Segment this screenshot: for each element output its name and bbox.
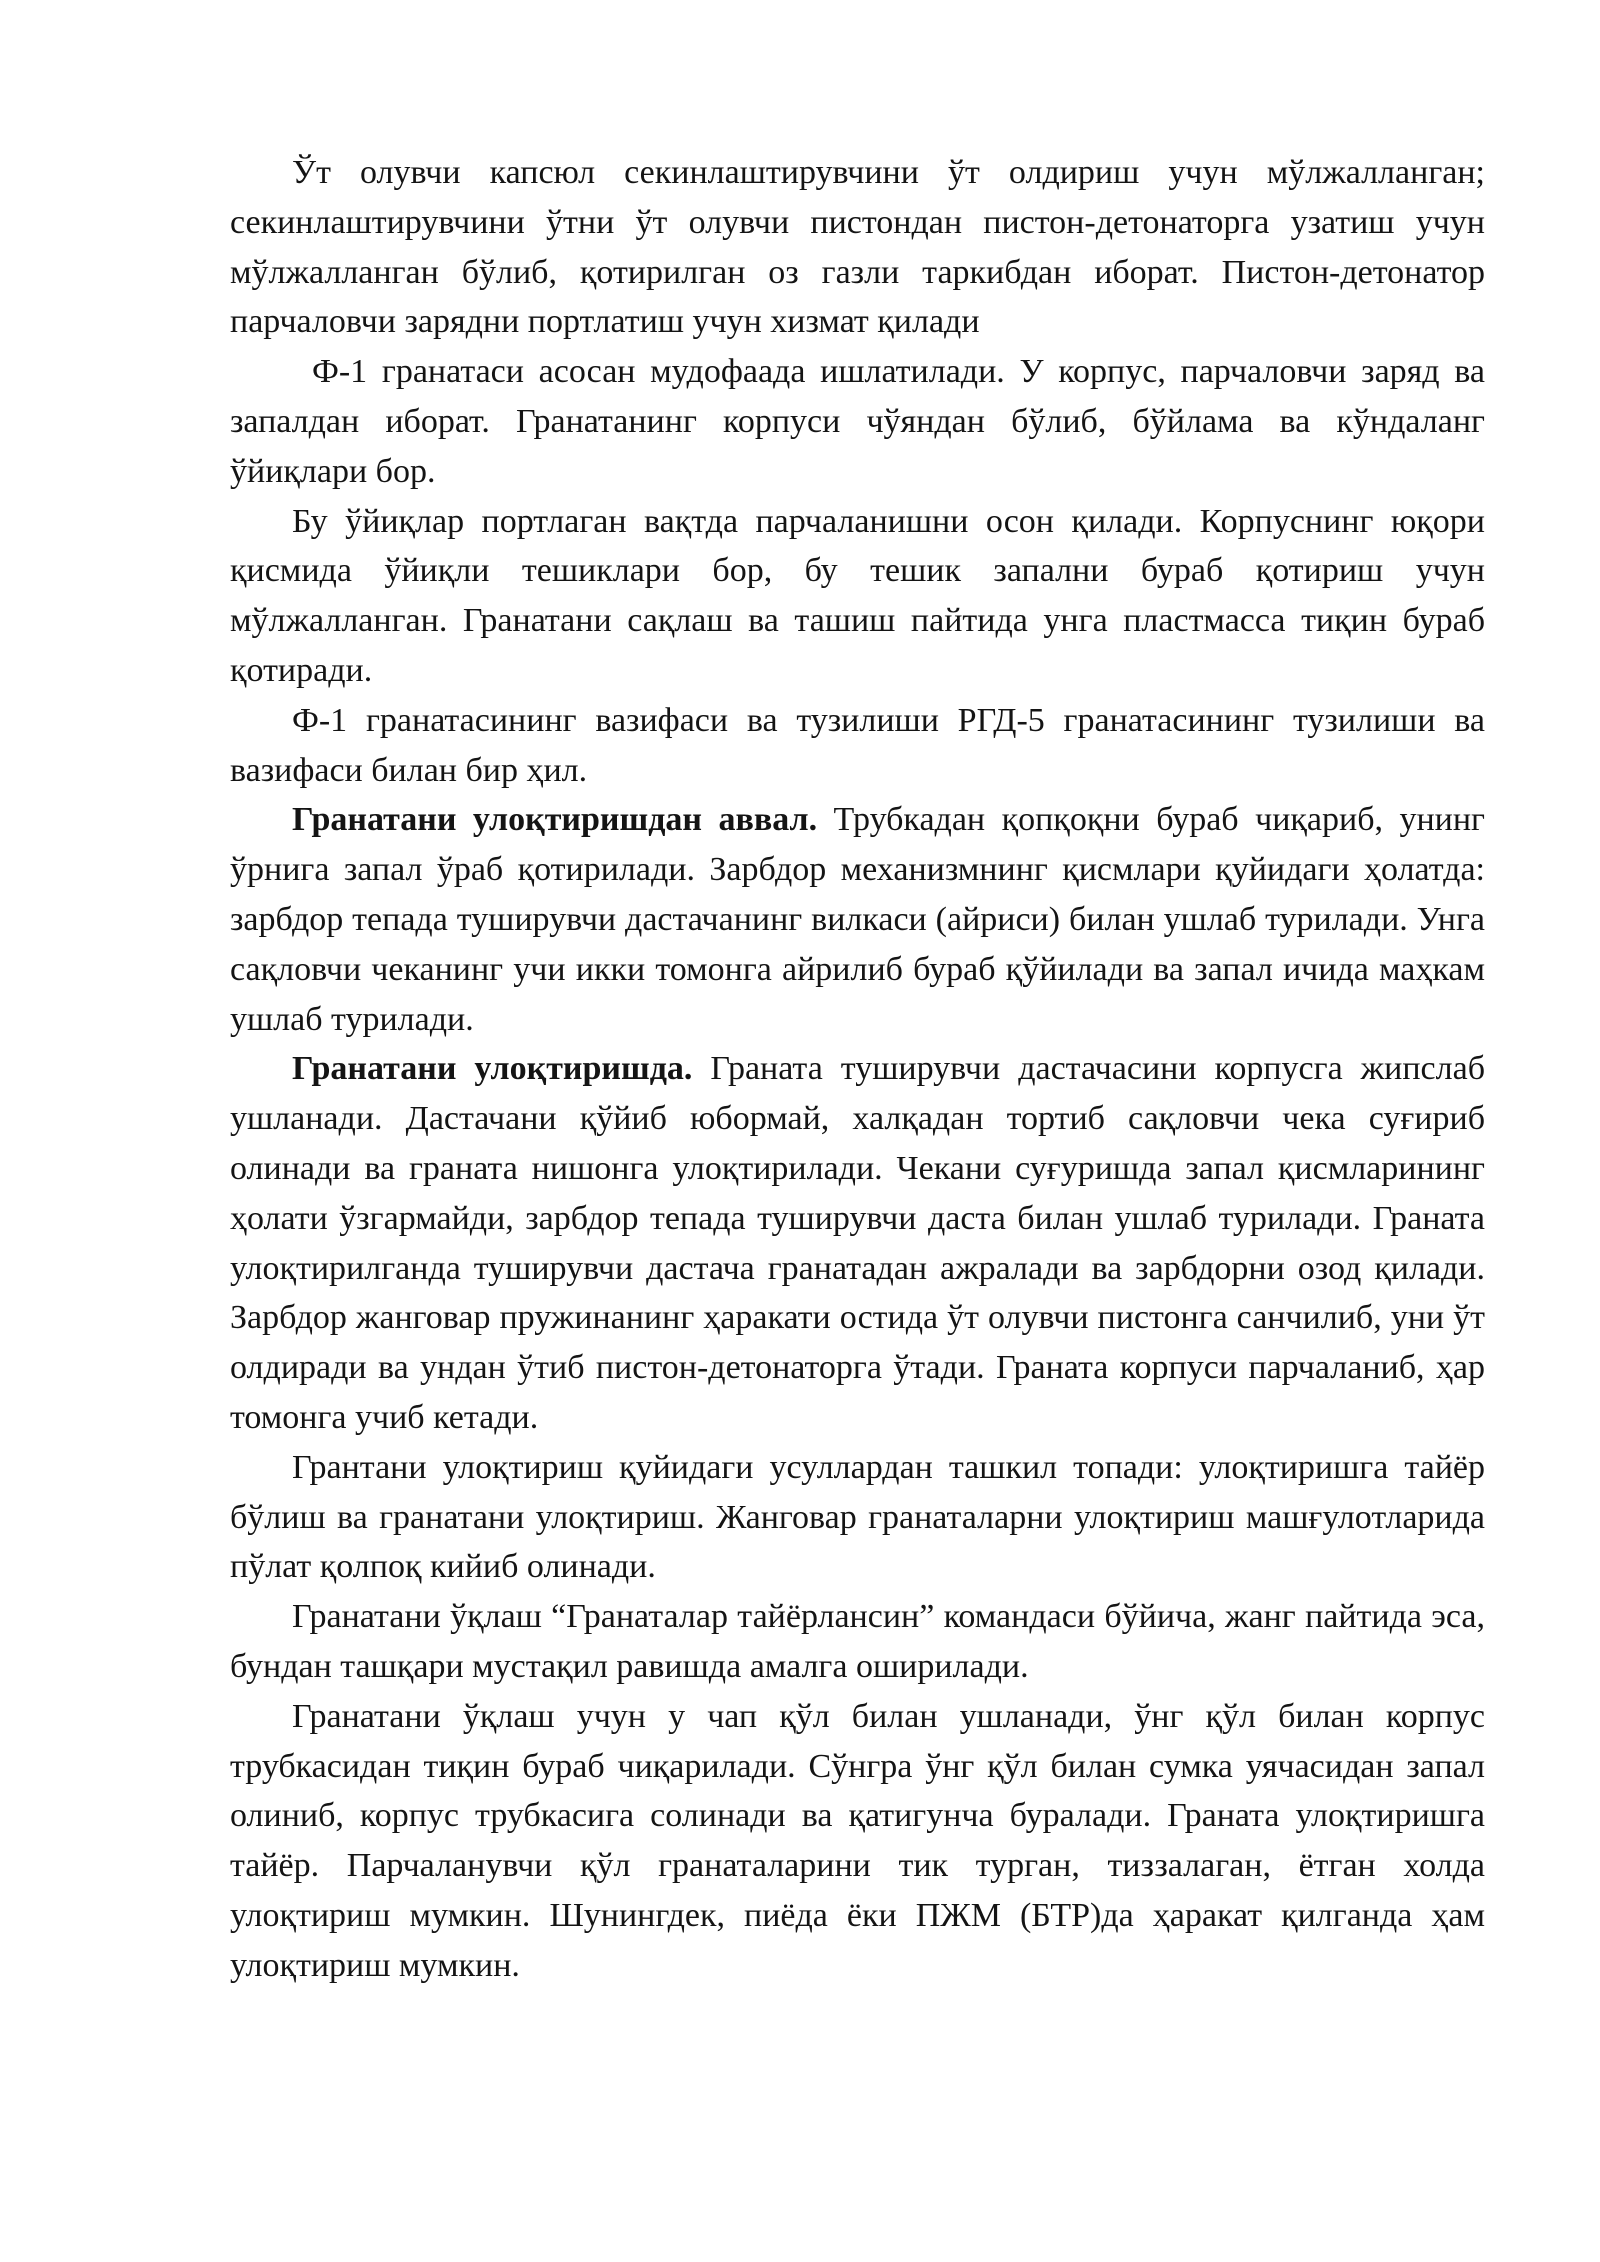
paragraph-lead-heading: Гранатани улоқтиришда. [292,1050,693,1088]
paragraph-text: Ўт олувчи капсюл секинлаштирувчини ўт олдириш учун мўлжалланган; секинлаштирувчини ўтни ўт олувчи пистондан пистон-детонаторга узатиш учун мўлжалланган бўлиб, қотирилган оз газли таркибдан иборат. Пистон-детонатор парчаловчи зарядни портлатиш учун хизмат қилади [230,154,1485,341]
document-page [230,148,1485,1990]
paragraph-text: Гранатани ўқлаш “Гранаталар тайёрлансин” командаси бўйича, жанг пайтида эса, бундан ташқари мустақил равишда амалга оширилади. [230,1598,1485,1685]
paragraph-grooves [230,497,1485,696]
paragraph-lead-heading: Гранатани улоқтиришдан аввал. [292,801,818,839]
paragraph-f1-grenade [230,347,1485,496]
paragraph-f1-vs-rgd5 [230,696,1485,796]
paragraph-text: Ф-1 гранатасининг вазифаси ва тузилиши РГД-5 гранатасининг тузилиши ва вазифаси билан бир ҳил. [230,701,1485,789]
paragraph-text: Бу ўйиқлар портлаган вақтда парчаланишни осон қилади. Корпуснинг юқори қисмида ўйиқли тешиклари бор, бу тешик запални бураб қотириш учун мўлжалланган. Гранатани сақлаш ва ташиш пайтида унга пластмасса тиқин бураб қотиради. [230,502,1485,689]
paragraph-capsule [230,148,1485,347]
paragraph-loading-procedure [230,1692,1485,1991]
paragraph-text: Ф-1 гранатаси асосан мудофаада ишлатилади. У корпус, парчаловчи заряд ва запалдан иборат. Гранатанинг корпуси чўяндан бўлиб, бўйлама ва кўндаланг ўйиқлари бор. [230,353,1485,490]
paragraph-text: Граната туширувчи дастачасини корпусга жипслаб ушланади. Дастачани қўйиб юбормай, халқадан тортиб сақловчи чека суғириб олинади ва граната нишонга улоқтирилади. Чекани суғуришда запал қисмларининг ҳолати ўзгармайди, зарбдор тепада туширувчи даста билан ушлаб турилади. Граната улоқтирилганда туширувчи дастача гранатадан ажралади ва зарбдорни озод қилади. Зарбдор жанговар пружинанинг ҳаракати остида ўт олувчи пистонга санчилиб, уни ўт олдиради ва ундан ўтиб пистон-детонаторга ўтади. Граната корпуси парчаланиб, ҳар томонга учиб кетади. [230,1050,1485,1436]
paragraph-loading-command [230,1592,1485,1692]
paragraph-text: Гранатани ўқлаш учун у чап қўл билан ушланади, ўнг қўл билан корпус трубкасидан тиқин бураб чиқарилади. Сўнгра ўнг қўл билан сумка уячасидан запал олиниб, корпус трубкасига солинади ва қатигунча буралади. Граната улоқтиришга тайёр. Парчаланувчи қўл гранаталарини тик турган, тиззалаган, ётган холда улоқтириш мумкин. Шунингдек, пиёда ёки ПЖМ (БТР)да ҳаракат қилганда ҳам улоқтириш мумкин. [230,1697,1485,1984]
paragraph-text: Грантани улоқтириш қуйидаги усуллардан ташкил топади: улоқтиришга тайёр бўлиш ва гранатани улоқтириш. Жанговар гранаталарни улоқтириш машғулотларида пўлат қолпоқ кийиб олинади. [230,1448,1485,1586]
paragraph-throwing [230,1044,1485,1442]
paragraph-throw-methods [230,1443,1485,1592]
paragraph-before-throwing [230,795,1485,1044]
paragraph-text: Трубкадан қопқоқни бураб чиқариб, унинг ўрнига запал ўраб қотирилади. Зарбдор механизмнинг қисмлари қуйидаги ҳолатда: зарбдор тепада туширувчи дастачанинг вилкаси (айриси) билан ушлаб турилади. Унга сақловчи чеканинг учи икки томонга айрилиб бураб қўйилади ва запал ичида маҳкам ушлаб турилади. [230,801,1485,1038]
